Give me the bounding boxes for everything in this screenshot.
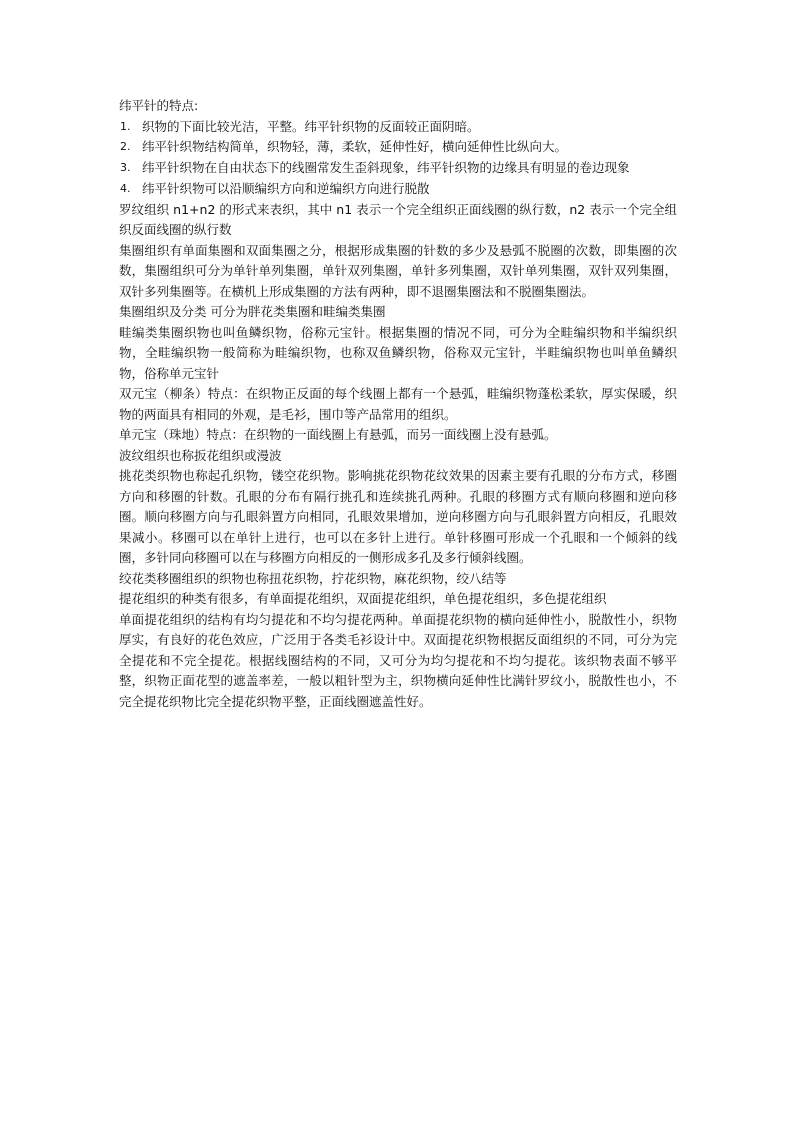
list-item-number: 1. xyxy=(120,119,131,133)
paragraph-cable: 绞花类移圈组织的织物也称扭花织物，拧花织物，麻花织物，绞八结等 xyxy=(119,570,507,586)
paragraph-jacquard: 单面提花组织的结构有均匀提花和不均匀提花两种。单面提花织物的横向延伸性小，脱散性小，织物厚实，有良好的花色效应，广泛用于各类毛衫设计中。双面提花织物根据反面组织的不同，可分为完全提花和不完全提花。根据线圈结构的不同，又可分为均匀提花和不均匀提花。该织物表面不够平整，织物正面花型的遮盖率差，一般以粗针型为主，织物横向延伸性比满针罗纹小，脱散性也小，不完全提花织物比完全提花织物平整，正面线圈遮盖性好。 xyxy=(119,611,677,709)
features-list xyxy=(119,117,677,200)
list-item-text: 纬平针织物在自由状态下的线圈常发生歪斜现象，纬平针织物的边缘具有明显的卷边现象 xyxy=(142,159,630,175)
list-item xyxy=(119,179,677,200)
list-item xyxy=(119,117,677,138)
paragraph-jacquard-types: 提花组织的种类有很多，有单面提花组织，双面提花组织，单色提花组织，多色提花组织 xyxy=(119,591,607,606)
list-item xyxy=(119,137,677,158)
paragraph-tuck: 集圈组织有单面集圈和双面集圈之分，根据形成集圈的针数的多少及悬弧不脱圈的次数，即集圈的次数，集圈组织可分为单针单列集圈，单针双列集圈，单针多列集圈，双针单列集圈，双针双列集圈，双针多列集圈等。在横机上形成集圈的方法有两种，即不退圈集圈法和不脱圈集圈法。 xyxy=(119,242,677,299)
paragraph-racked: 波纹组织也称扳花组织或漫波 xyxy=(119,447,282,463)
list-item-text: 纬平针织物可以沿顺编织方向和逆编织方向进行脱散 xyxy=(142,181,430,196)
paragraph-full-cardigan: 双元宝（柳条）特点：在织物正反面的每个线圈上都有一个悬弧，畦编织物蓬松柔软，厚实保暖，织物的两面具有相同的外观，是毛衫，围巾等产品常用的组织。 xyxy=(119,386,677,422)
list-item-text: 纬平针织物结构简单，织物轻，薄，柔软，延伸性好，横向延伸性比纵向大。 xyxy=(142,139,568,154)
paragraph-pointelle: 挑花类织物也称起孔织物，镂空花织物。影响挑花织物花纹效果的因素主要有孔眼的分布方式，移圈方向和移圈的针数。孔眼的分布有隔行挑孔和连续挑孔两种。孔眼的移圈方式有顺向移圈和逆向移圈。顺向移圈方向与孔眼斜置方向相同，孔眼效果增加，逆向移圈方向与孔眼斜置方向相反，孔眼效果减小。移圈可以在单针上进行，也可以在多针上进行。单针移圈可形成一个孔眼和一个倾斜的线圈，多针同向移圈可以在与移圈方向相反的一侧形成多孔及多行倾斜线圈。 xyxy=(119,468,677,565)
document-body xyxy=(119,96,677,712)
paragraph-cardigan: 畦编类集圈织物也叫鱼鳞织物，俗称元宝针。根据集圈的情况不同，可分为全畦编织物和半编织织物，全畦编织物一般简称为畦编织物，也称双鱼鳞织物，俗称双元宝针，半畦编织物也叫单鱼鳞织物，俗称单元宝针 xyxy=(119,324,677,381)
list-item-number: 2. xyxy=(120,140,131,153)
list-item xyxy=(119,158,677,179)
paragraph-half-cardigan: 单元宝（珠地）特点：在织物的一面线圈上有悬弧，而另一面线圈上没有悬弧。 xyxy=(119,427,557,442)
list-item-number: 4. xyxy=(120,182,131,195)
list-item-text: 织物的下面比较光洁，平整。纬平针织物的反面较正面阴暗。 xyxy=(142,118,480,134)
paragraph-tuck-classification: 集圈组织及分类 可分为胖花类集圈和畦编类集圈 xyxy=(119,304,386,319)
document-heading: 纬平针的特点: xyxy=(119,98,199,113)
paragraph-rib: 罗纹组织 n1+n2 的形式来表织，其中 n1 表示一个完全组织正面线圈的纵行数，n2 表示一个完全组织反面线圈的纵行数 xyxy=(119,201,677,237)
list-item-number: 3. xyxy=(120,160,131,174)
